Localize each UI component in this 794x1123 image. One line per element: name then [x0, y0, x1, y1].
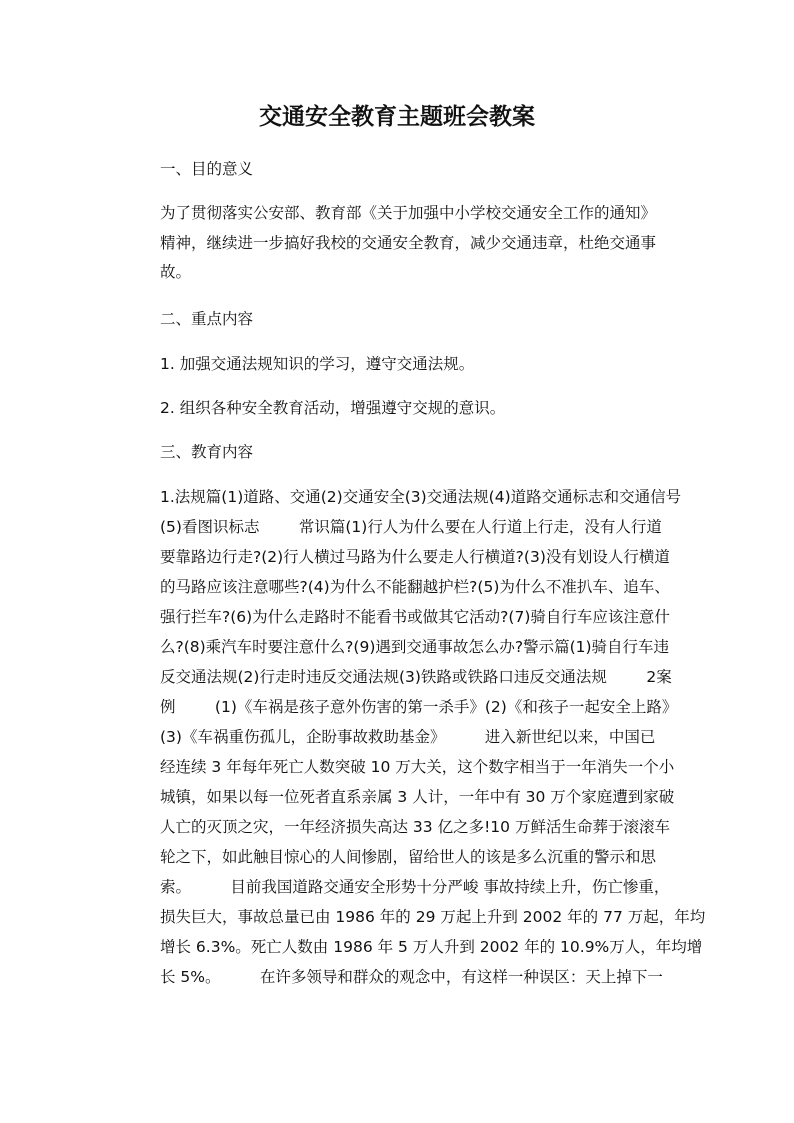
paragraph-line: 城镇，如果以每一位死者直系亲属 3 人计，一年中有 30 万个家庭遭到家破 — [160, 788, 675, 806]
paragraph-line: 的马路应该注意哪些?(4)为什么不能翻越护栏?(5)为什么不准扒车、追车、 — [160, 578, 670, 596]
paragraph-line: 人亡的灭顶之灾，一年经济损失高达 33 亿之多!10 万鲜活生命葬于滚滚车 — [160, 818, 670, 836]
paragraph-line: 强行拦车?(6)为什么走路时不能看书或做其它活动?(7)骑自行车应该注意什 — [160, 608, 670, 626]
list-item: 2. 组织各种安全教育活动，增强遵守交规的意识。 — [160, 399, 506, 417]
paragraph-line: 为了贯彻落实公安部、教育部《关于加强中小学校交通安全工作的通知》 — [160, 204, 657, 222]
list-item: 1. 加强交通法规知识的学习，遵守交通法规。 — [160, 355, 475, 373]
paragraph-line: 反交通法规(2)行走时违反交通法规(3)铁路或铁路口违反交通法规 2案 — [160, 668, 672, 686]
paragraph-line: 要靠路边行走?(2)行人横过马路为什么要走人行横道?(3)没有划设人行横道 — [160, 548, 670, 566]
paragraph-line: 例 (1)《车祸是孩子意外伤害的第一杀手》(2)《和孩子一起安全上路》 — [160, 698, 678, 716]
document-title: 交通安全教育主题班会教案 — [259, 103, 535, 130]
paragraph-line: 长 5%。 在许多领导和群众的观念中，有这样一种误区：天上掉下一 — [160, 968, 663, 986]
section-heading: 一、目的意义 — [160, 160, 254, 178]
section-heading: 二、重点内容 — [160, 310, 254, 328]
paragraph-line: 故。 — [160, 263, 192, 281]
paragraph-line: (5)看图识标志 常识篇(1)行人为什么要在人行道上行走，没有人行道 — [160, 518, 662, 536]
paragraph-line: 么?(8)乘汽车时要注意什么?(9)遇到交通事故怎么办?警示篇(1)骑自行车违 — [160, 638, 670, 656]
paragraph-line: 轮之下，如此触目惊心的人间惨剧，留给世人的该是多么沉重的警示和思 — [160, 848, 657, 866]
section-heading: 三、教育内容 — [160, 443, 254, 461]
paragraph-line: 经连续 3 年每年死亡人数突破 10 万大关，这个数字相当于一年消失一个小 — [160, 758, 675, 776]
paragraph-line: 1.法规篇(1)道路、交通(2)交通安全(3)交通法规(4)道路交通标志和交通信号 — [160, 488, 682, 506]
paragraph-line: 索。 目前我国道路交通安全形势十分严峻 事故持续上升，伤亡惨重， — [160, 878, 670, 896]
paragraph-line: (3)《车祸重伤孤儿，企盼事故救助基金》 进入新世纪以来，中国已 — [160, 728, 656, 746]
paragraph-line: 精神，继续进一步搞好我校的交通安全教育，减少交通违章，杜绝交通事 — [160, 234, 657, 252]
paragraph-line: 损失巨大，事故总量已由 1986 年的 29 万起上升到 2002 年的 77 万起，年均 — [160, 908, 706, 926]
paragraph-line: 增长 6.3%。死亡人数由 1986 年 5 万人升到 2002 年的 10.9%万人，年均增 — [160, 938, 703, 956]
